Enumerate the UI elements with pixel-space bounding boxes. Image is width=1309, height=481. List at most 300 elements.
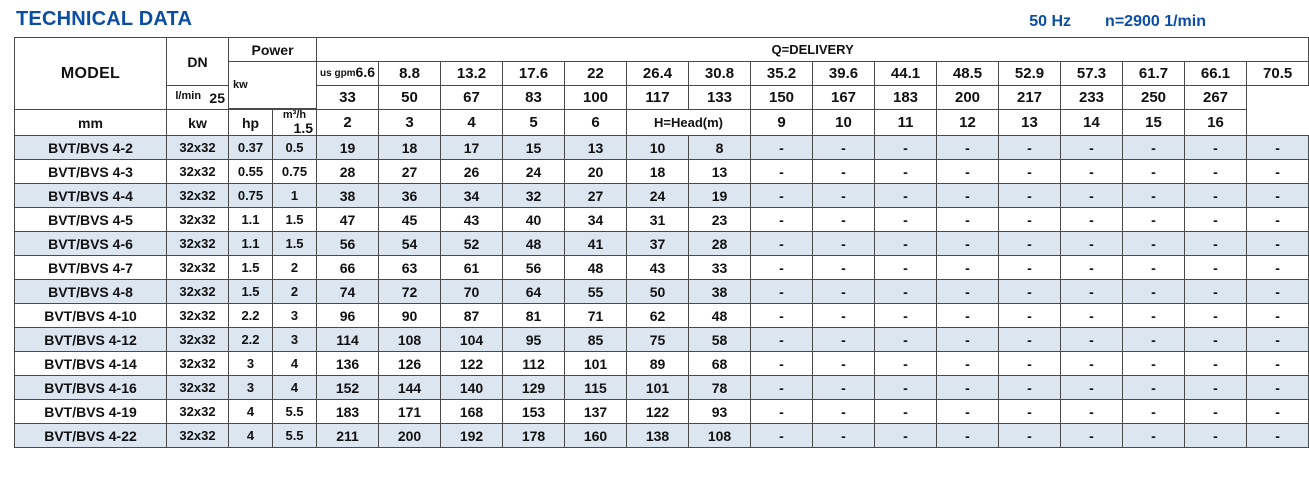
flow-m3h-3: 4 bbox=[467, 114, 476, 131]
row-head-11: - bbox=[999, 184, 1061, 208]
row-head-4: 101 bbox=[565, 352, 627, 376]
row-head-2: 87 bbox=[441, 304, 503, 328]
flow-lmin-12-cell bbox=[999, 86, 1061, 110]
row-head-3: 112 bbox=[503, 352, 565, 376]
row-head-9: - bbox=[875, 232, 937, 256]
row-head-2: 17 bbox=[441, 136, 503, 160]
row-head-13: - bbox=[1123, 232, 1185, 256]
row-head-15: - bbox=[1247, 304, 1309, 328]
row-head-9: - bbox=[875, 424, 937, 448]
row-head-7: - bbox=[751, 400, 813, 424]
units-stack bbox=[229, 62, 317, 110]
flow-lmin-10-cell bbox=[875, 86, 937, 110]
row-head-3: 64 bbox=[503, 280, 565, 304]
row-head-3: 40 bbox=[503, 208, 565, 232]
flow-lmin-6: 117 bbox=[645, 89, 670, 106]
row-model: BVT/BVS 4-14 bbox=[15, 352, 167, 376]
row-head-0: 28 bbox=[317, 160, 379, 184]
row-head-6: 38 bbox=[689, 280, 751, 304]
flow-m3h-15: 16 bbox=[1207, 114, 1224, 131]
row-head-2: 26 bbox=[441, 160, 503, 184]
page-header bbox=[0, 0, 1232, 37]
row-power-hp: 5.5 bbox=[273, 400, 317, 424]
row-head-8: - bbox=[813, 376, 875, 400]
flow-usgpm-11: 52.9 bbox=[1014, 65, 1045, 82]
flow-m3h-3-cell bbox=[441, 110, 503, 136]
head-title: H=Head(m) bbox=[627, 110, 751, 136]
flow-lmin-5: 100 bbox=[583, 89, 609, 106]
row-head-9: - bbox=[875, 280, 937, 304]
flow-m3h-10: 11 bbox=[897, 114, 914, 131]
flow-m3h-1: 2 bbox=[343, 114, 352, 131]
row-power-kw: 1.5 bbox=[229, 280, 273, 304]
row-head-1: 200 bbox=[379, 424, 441, 448]
row-head-13: - bbox=[1123, 280, 1185, 304]
row-dn: 32x32 bbox=[167, 136, 229, 160]
col-header-delivery: Q=DELIVERY bbox=[317, 38, 1309, 62]
row-head-14: - bbox=[1185, 136, 1247, 160]
row-head-12: - bbox=[1061, 376, 1123, 400]
row-head-7: - bbox=[751, 352, 813, 376]
row-head-6: 108 bbox=[689, 424, 751, 448]
row-head-11: - bbox=[999, 232, 1061, 256]
flow-lmin-7-cell bbox=[689, 86, 751, 110]
row-head-14: - bbox=[1185, 352, 1247, 376]
row-power-hp: 1 bbox=[273, 184, 317, 208]
row-head-0: 38 bbox=[317, 184, 379, 208]
table-row bbox=[15, 424, 1309, 448]
row-head-14: - bbox=[1185, 208, 1247, 232]
row-head-8: - bbox=[813, 256, 875, 280]
row-head-9: - bbox=[875, 376, 937, 400]
row-head-0: 183 bbox=[317, 400, 379, 424]
row-head-7: - bbox=[751, 208, 813, 232]
flow-usgpm-5-cell bbox=[627, 62, 689, 86]
row-head-12: - bbox=[1061, 184, 1123, 208]
row-head-12: - bbox=[1061, 256, 1123, 280]
flow-usgpm-14: 66.1 bbox=[1200, 65, 1231, 82]
table-row bbox=[15, 400, 1309, 424]
flow-usgpm-11-cell bbox=[999, 62, 1061, 86]
row-head-12: - bbox=[1061, 232, 1123, 256]
row-model: BVT/BVS 4-22 bbox=[15, 424, 167, 448]
row-head-9: - bbox=[875, 208, 937, 232]
row-head-2: 168 bbox=[441, 400, 503, 424]
row-head-10: - bbox=[937, 352, 999, 376]
row-head-2: 43 bbox=[441, 208, 503, 232]
row-head-3: 48 bbox=[503, 232, 565, 256]
unit-power-kw: kw bbox=[167, 110, 229, 136]
row-head-10: - bbox=[937, 400, 999, 424]
row-head-15: - bbox=[1247, 160, 1309, 184]
row-head-12: - bbox=[1061, 136, 1123, 160]
row-head-6: 93 bbox=[689, 400, 751, 424]
row-head-14: - bbox=[1185, 328, 1247, 352]
row-head-15: - bbox=[1247, 352, 1309, 376]
table-row bbox=[15, 256, 1309, 280]
row-head-8: - bbox=[813, 304, 875, 328]
row-head-1: 108 bbox=[379, 328, 441, 352]
row-dn: 32x32 bbox=[167, 400, 229, 424]
row-head-3: 32 bbox=[503, 184, 565, 208]
table-row bbox=[15, 328, 1309, 352]
flow-m3h-9: 10 bbox=[835, 114, 852, 131]
row-power-hp: 4 bbox=[273, 352, 317, 376]
row-head-4: 34 bbox=[565, 208, 627, 232]
flow-usgpm-0: 6.6 bbox=[355, 64, 376, 80]
table-row bbox=[15, 232, 1309, 256]
row-head-11: - bbox=[999, 136, 1061, 160]
row-head-5: 50 bbox=[627, 280, 689, 304]
row-power-hp: 2 bbox=[273, 280, 317, 304]
frequency-label: 50 Hz bbox=[1029, 13, 1072, 30]
flow-lmin-2-cell bbox=[379, 86, 441, 110]
flow-usgpm-5: 26.4 bbox=[642, 65, 673, 82]
row-head-5: 89 bbox=[627, 352, 689, 376]
flow-usgpm-12: 57.3 bbox=[1076, 65, 1107, 82]
row-head-7: - bbox=[751, 256, 813, 280]
table-row bbox=[15, 136, 1309, 160]
row-dn: 32x32 bbox=[167, 376, 229, 400]
row-head-0: 74 bbox=[317, 280, 379, 304]
row-dn: 32x32 bbox=[167, 256, 229, 280]
row-head-7: - bbox=[751, 232, 813, 256]
row-model: BVT/BVS 4-5 bbox=[15, 208, 167, 232]
row-head-6: 8 bbox=[689, 136, 751, 160]
row-head-4: 85 bbox=[565, 328, 627, 352]
row-head-11: - bbox=[999, 400, 1061, 424]
row-head-10: - bbox=[937, 160, 999, 184]
row-power-kw: 0.55 bbox=[229, 160, 273, 184]
flow-lmin-14: 250 bbox=[1141, 89, 1167, 106]
row-head-6: 78 bbox=[689, 376, 751, 400]
row-head-10: - bbox=[937, 256, 999, 280]
row-power-hp: 1.5 bbox=[273, 232, 317, 256]
flow-lmin-11: 200 bbox=[955, 89, 981, 106]
row-power-hp: 0.5 bbox=[273, 136, 317, 160]
row-head-7: - bbox=[751, 328, 813, 352]
row-head-3: 153 bbox=[503, 400, 565, 424]
flow-lmin-14-cell bbox=[1123, 86, 1185, 110]
col-header-dn: DN bbox=[167, 38, 229, 86]
row-power-kw: 2.2 bbox=[229, 328, 273, 352]
row-head-2: 140 bbox=[441, 376, 503, 400]
row-head-1: 18 bbox=[379, 136, 441, 160]
row-head-15: - bbox=[1247, 184, 1309, 208]
row-head-14: - bbox=[1185, 424, 1247, 448]
unit-power-hp: hp bbox=[229, 110, 273, 136]
row-model: BVT/BVS 4-12 bbox=[15, 328, 167, 352]
row-head-1: 72 bbox=[379, 280, 441, 304]
row-head-6: 28 bbox=[689, 232, 751, 256]
row-head-8: - bbox=[813, 208, 875, 232]
flow-usgpm-8: 39.6 bbox=[828, 65, 859, 82]
unit-lmin-label: l/min bbox=[175, 89, 202, 102]
row-power-hp: 1.5 bbox=[273, 208, 317, 232]
row-head-10: - bbox=[937, 232, 999, 256]
row-head-2: 34 bbox=[441, 184, 503, 208]
row-head-5: 75 bbox=[627, 328, 689, 352]
row-model: BVT/BVS 4-3 bbox=[15, 160, 167, 184]
row-head-3: 178 bbox=[503, 424, 565, 448]
row-head-7: - bbox=[751, 136, 813, 160]
flow-usgpm-10: 48.5 bbox=[952, 65, 983, 82]
flow-m3h-12-cell bbox=[999, 110, 1061, 136]
flow-m3h-13: 14 bbox=[1083, 114, 1100, 131]
flow-m3h-0: 1.5 bbox=[293, 120, 314, 136]
row-head-1: 171 bbox=[379, 400, 441, 424]
flow-usgpm-4-cell bbox=[565, 62, 627, 86]
row-head-8: - bbox=[813, 184, 875, 208]
unit-dn-mm: mm bbox=[15, 110, 167, 136]
row-head-8: - bbox=[813, 352, 875, 376]
row-head-7: - bbox=[751, 160, 813, 184]
row-head-2: 104 bbox=[441, 328, 503, 352]
row-head-15: - bbox=[1247, 136, 1309, 160]
flow-lmin-1-cell bbox=[317, 86, 379, 110]
row-head-5: 24 bbox=[627, 184, 689, 208]
row-head-12: - bbox=[1061, 352, 1123, 376]
flow-usgpm-2-cell bbox=[441, 62, 503, 86]
row-head-9: - bbox=[875, 136, 937, 160]
flow-m3h-4-cell bbox=[503, 110, 565, 136]
row-head-6: 33 bbox=[689, 256, 751, 280]
row-head-13: - bbox=[1123, 304, 1185, 328]
flow-m3h-9-cell bbox=[813, 110, 875, 136]
row-head-11: - bbox=[999, 208, 1061, 232]
row-head-13: - bbox=[1123, 400, 1185, 424]
row-head-6: 13 bbox=[689, 160, 751, 184]
flow-usgpm-2: 13.2 bbox=[456, 65, 487, 82]
flow-usgpm-12-cell bbox=[1061, 62, 1123, 86]
row-dn: 32x32 bbox=[167, 160, 229, 184]
flow-usgpm-15: 70.5 bbox=[1263, 65, 1293, 82]
unit-m3h-label: m³/h bbox=[282, 109, 307, 121]
flow-usgpm-7: 35.2 bbox=[766, 65, 797, 82]
flow-usgpm-9-cell bbox=[875, 62, 937, 86]
row-head-7: - bbox=[751, 304, 813, 328]
table-header bbox=[15, 38, 1309, 136]
row-head-12: - bbox=[1061, 304, 1123, 328]
row-model: BVT/BVS 4-16 bbox=[15, 376, 167, 400]
flow-usgpm-6-cell bbox=[689, 62, 751, 86]
flow-lmin-11-cell bbox=[937, 86, 999, 110]
table-row bbox=[15, 280, 1309, 304]
row-head-10: - bbox=[937, 136, 999, 160]
row-head-4: 41 bbox=[565, 232, 627, 256]
col-header-model: MODEL bbox=[15, 38, 167, 110]
flow-lmin-6-cell bbox=[627, 86, 689, 110]
row-head-14: - bbox=[1185, 304, 1247, 328]
row-head-1: 144 bbox=[379, 376, 441, 400]
row-head-14: - bbox=[1185, 400, 1247, 424]
row-head-13: - bbox=[1123, 136, 1185, 160]
row-model: BVT/BVS 4-10 bbox=[15, 304, 167, 328]
row-head-5: 43 bbox=[627, 256, 689, 280]
row-power-hp: 5.5 bbox=[273, 424, 317, 448]
row-head-12: - bbox=[1061, 208, 1123, 232]
flow-usgpm-3-cell bbox=[503, 62, 565, 86]
row-head-11: - bbox=[999, 376, 1061, 400]
row-power-kw: 2.2 bbox=[229, 304, 273, 328]
unit-usgpm-label: us gpm bbox=[320, 68, 356, 79]
row-power-kw: 1.1 bbox=[229, 232, 273, 256]
table-row bbox=[15, 208, 1309, 232]
row-head-10: - bbox=[937, 280, 999, 304]
flow-usgpm-14-cell bbox=[1185, 62, 1247, 86]
flow-m3h-14-cell bbox=[1123, 110, 1185, 136]
row-head-8: - bbox=[813, 232, 875, 256]
flow-m3h-11: 12 bbox=[959, 114, 976, 131]
row-head-0: 96 bbox=[317, 304, 379, 328]
flow-usgpm-15-cell bbox=[1247, 62, 1309, 86]
row-head-5: 31 bbox=[627, 208, 689, 232]
row-head-5: 138 bbox=[627, 424, 689, 448]
flow-lmin-4-cell bbox=[503, 86, 565, 110]
flow-m3h-8-cell bbox=[751, 110, 813, 136]
row-head-11: - bbox=[999, 328, 1061, 352]
row-dn: 32x32 bbox=[167, 424, 229, 448]
row-head-8: - bbox=[813, 160, 875, 184]
row-model: BVT/BVS 4-19 bbox=[15, 400, 167, 424]
row-head-4: 160 bbox=[565, 424, 627, 448]
flow-usgpm-8-cell bbox=[813, 62, 875, 86]
row-head-5: 122 bbox=[627, 400, 689, 424]
row-dn: 32x32 bbox=[167, 280, 229, 304]
table-row bbox=[15, 160, 1309, 184]
row-head-13: - bbox=[1123, 376, 1185, 400]
row-dn: 32x32 bbox=[167, 208, 229, 232]
row-head-1: 36 bbox=[379, 184, 441, 208]
row-head-4: 27 bbox=[565, 184, 627, 208]
flow-lmin-1: 33 bbox=[339, 89, 356, 106]
row-head-4: 71 bbox=[565, 304, 627, 328]
flow-lmin-8-cell bbox=[751, 86, 813, 110]
row-head-1: 27 bbox=[379, 160, 441, 184]
flow-lmin-9-cell bbox=[813, 86, 875, 110]
row-head-10: - bbox=[937, 184, 999, 208]
row-head-6: 58 bbox=[689, 328, 751, 352]
row-head-13: - bbox=[1123, 184, 1185, 208]
row-head-9: - bbox=[875, 328, 937, 352]
row-head-1: 54 bbox=[379, 232, 441, 256]
row-head-11: - bbox=[999, 280, 1061, 304]
row-head-1: 45 bbox=[379, 208, 441, 232]
flow-usgpm-1: 8.8 bbox=[399, 65, 420, 82]
row-head-11: - bbox=[999, 424, 1061, 448]
row-head-3: 129 bbox=[503, 376, 565, 400]
row-head-1: 90 bbox=[379, 304, 441, 328]
header-row-lmin bbox=[15, 86, 1309, 110]
row-head-9: - bbox=[875, 160, 937, 184]
flow-m3h-12: 13 bbox=[1021, 114, 1038, 131]
row-head-6: 48 bbox=[689, 304, 751, 328]
row-head-13: - bbox=[1123, 424, 1185, 448]
row-head-8: - bbox=[813, 424, 875, 448]
row-dn: 32x32 bbox=[167, 184, 229, 208]
header-specs bbox=[1029, 13, 1218, 31]
flow-usgpm-13: 61.7 bbox=[1138, 65, 1169, 82]
row-head-9: - bbox=[875, 256, 937, 280]
page-title: TECHNICAL DATA bbox=[16, 8, 193, 30]
row-head-10: - bbox=[937, 208, 999, 232]
row-power-kw: 4 bbox=[229, 400, 273, 424]
row-head-14: - bbox=[1185, 184, 1247, 208]
table-row bbox=[15, 376, 1309, 400]
row-head-2: 192 bbox=[441, 424, 503, 448]
row-power-kw: 0.37 bbox=[229, 136, 273, 160]
flow-m3h-10-cell bbox=[875, 110, 937, 136]
row-head-11: - bbox=[999, 256, 1061, 280]
row-power-hp: 4 bbox=[273, 376, 317, 400]
row-head-14: - bbox=[1185, 280, 1247, 304]
header-row-1 bbox=[15, 38, 1309, 62]
row-power-kw: 3 bbox=[229, 376, 273, 400]
flow-lmin-12: 217 bbox=[1017, 89, 1043, 106]
row-head-15: - bbox=[1247, 232, 1309, 256]
row-head-3: 24 bbox=[503, 160, 565, 184]
row-head-7: - bbox=[751, 376, 813, 400]
row-head-13: - bbox=[1123, 328, 1185, 352]
row-dn: 32x32 bbox=[167, 232, 229, 256]
row-head-0: 152 bbox=[317, 376, 379, 400]
flow-lmin-10: 183 bbox=[893, 89, 919, 106]
flow-lmin-9: 167 bbox=[831, 89, 857, 106]
technical-data-table bbox=[14, 37, 1309, 448]
row-head-15: - bbox=[1247, 328, 1309, 352]
row-head-15: - bbox=[1247, 256, 1309, 280]
speed-label: n=2900 1/min bbox=[1105, 13, 1206, 30]
row-model: BVT/BVS 4-4 bbox=[15, 184, 167, 208]
row-head-13: - bbox=[1123, 352, 1185, 376]
row-power-hp: 3 bbox=[273, 304, 317, 328]
row-head-0: 211 bbox=[317, 424, 379, 448]
flow-lmin-15-cell bbox=[1185, 86, 1247, 110]
flow-m3h-8: 9 bbox=[777, 114, 786, 131]
row-head-15: - bbox=[1247, 208, 1309, 232]
row-dn: 32x32 bbox=[167, 352, 229, 376]
flow-lmin-13: 233 bbox=[1079, 89, 1105, 106]
row-head-9: - bbox=[875, 400, 937, 424]
flow-m3h-4: 5 bbox=[529, 114, 538, 131]
col-header-power: Power bbox=[229, 38, 317, 62]
row-head-2: 122 bbox=[441, 352, 503, 376]
row-head-0: 114 bbox=[317, 328, 379, 352]
unit-lmin-cell bbox=[167, 86, 229, 110]
row-head-3: 81 bbox=[503, 304, 565, 328]
flow-usgpm-1-cell bbox=[379, 62, 441, 86]
row-head-15: - bbox=[1247, 280, 1309, 304]
flow-usgpm-13-cell bbox=[1123, 62, 1185, 86]
row-head-8: - bbox=[813, 136, 875, 160]
row-head-4: 55 bbox=[565, 280, 627, 304]
row-head-12: - bbox=[1061, 160, 1123, 184]
row-head-0: 19 bbox=[317, 136, 379, 160]
row-head-12: - bbox=[1061, 280, 1123, 304]
unit-usgpm-cell bbox=[317, 62, 379, 86]
table-body bbox=[15, 136, 1309, 448]
flow-lmin-2: 50 bbox=[401, 89, 418, 106]
flow-lmin-5-cell bbox=[565, 86, 627, 110]
row-head-13: - bbox=[1123, 160, 1185, 184]
row-head-7: - bbox=[751, 424, 813, 448]
row-head-6: 68 bbox=[689, 352, 751, 376]
flow-usgpm-3: 17.6 bbox=[518, 65, 549, 82]
flow-lmin-3: 67 bbox=[463, 89, 480, 106]
row-head-10: - bbox=[937, 328, 999, 352]
row-head-15: - bbox=[1247, 400, 1309, 424]
flow-m3h-2-cell bbox=[379, 110, 441, 136]
